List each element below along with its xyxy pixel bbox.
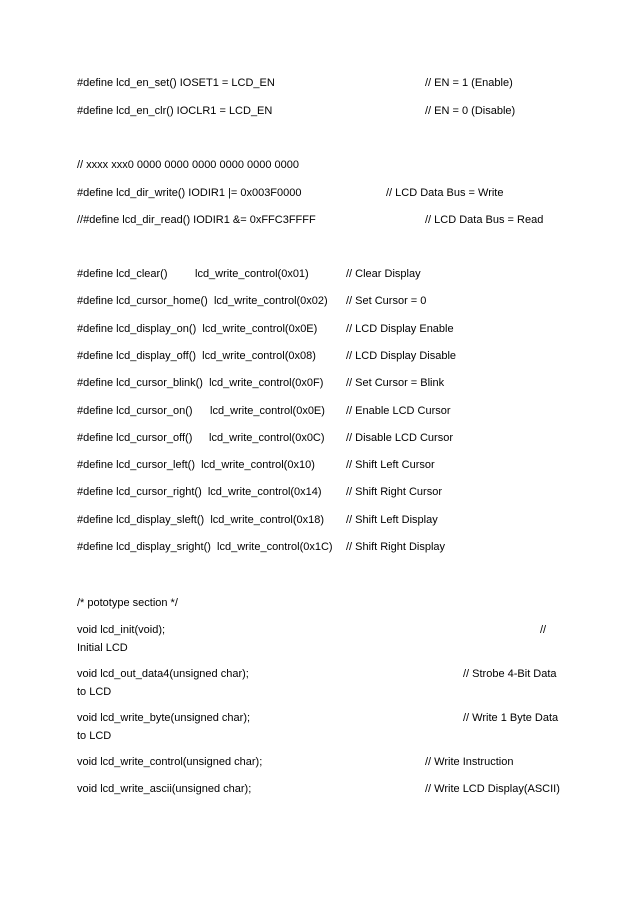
macro-call: lcd_write_control(0x18) <box>210 514 325 526</box>
macro-definition <box>77 458 315 472</box>
en-clr-comment: // EN = 0 (Disable) <box>425 105 516 117</box>
macro-definition <box>77 540 333 554</box>
proto-ascii-code: void lcd_write_ascii(unsigned char); <box>77 783 252 795</box>
macro-call: lcd_write_control(0x01) <box>195 268 309 280</box>
prototype-header: /* pototype section */ <box>77 597 178 609</box>
macro-comment: // Set Cursor = Blink <box>346 377 445 389</box>
proto-control-comment: // Write Instruction <box>425 756 514 768</box>
macro-comment: // LCD Display Enable <box>346 323 454 335</box>
proto-control-code: void lcd_write_control(unsigned char); <box>77 756 263 768</box>
dir-read-comment: // LCD Data Bus = Read <box>425 214 544 226</box>
macro-comment: // Shift Right Cursor <box>346 486 442 498</box>
macro-call: lcd_write_control(0x1C) <box>217 541 333 553</box>
macro-comment: // Clear Display <box>346 268 421 280</box>
en-set-comment: // EN = 1 (Enable) <box>425 77 513 89</box>
macro-call: lcd_write_control(0x0E) <box>202 323 318 335</box>
macro-definition <box>77 322 317 336</box>
macro-comment: // Shift Left Display <box>346 514 438 526</box>
macro-call: lcd_write_control(0x14) <box>207 486 322 498</box>
macro-definition <box>77 376 323 390</box>
macro-comment: // Disable LCD Cursor <box>346 432 453 444</box>
macro-name: #define lcd_cursor_home() <box>77 295 208 307</box>
macro-comment: // Shift Right Display <box>346 541 446 553</box>
macro-definition <box>77 513 324 527</box>
macro-call: lcd_write_control(0x10) <box>201 459 315 471</box>
macro-definition <box>77 294 328 308</box>
macro-call: lcd_write_control(0x08) <box>202 350 316 362</box>
macro-name: #define lcd_display_sright() <box>77 541 211 553</box>
macro-call: lcd_write_control(0x0F) <box>209 377 324 389</box>
macro-name: #define lcd_display_on() <box>77 323 197 335</box>
macro-call: lcd_write_control(0x02) <box>213 295 328 307</box>
macro-name: #define lcd_cursor_blink() <box>77 377 203 389</box>
macro-name: #define lcd_cursor_off() <box>77 432 193 444</box>
proto-out4-wrap: to LCD <box>77 686 112 698</box>
dir-write-code: #define lcd_dir_write() IODIR1 |= 0x003F0000 <box>77 187 302 199</box>
macro-definition <box>77 349 316 363</box>
macro-name: #define lcd_display_sleft() <box>77 514 205 526</box>
macro-name: #define lcd_clear() <box>77 268 168 280</box>
proto-ascii-comment: // Write LCD Display(ASCII) <box>425 783 560 795</box>
macro-comment: // Shift Left Cursor <box>346 459 435 471</box>
proto-byte-comment: // Write 1 Byte Data <box>463 712 559 724</box>
macro-comment: // LCD Display Disable <box>346 350 457 362</box>
proto-init-wrap: Initial LCD <box>77 642 128 654</box>
proto-init-comment: // <box>540 624 547 636</box>
dir-read-code: //#define lcd_dir_read() IODIR1 &= 0xFFC3FFFF <box>77 214 316 226</box>
proto-byte-code: void lcd_write_byte(unsigned char); <box>77 712 251 724</box>
macro-name: #define lcd_display_off() <box>77 350 197 362</box>
macro-name: #define lcd_cursor_left() <box>77 459 196 471</box>
macro-name: #define lcd_cursor_on() <box>77 405 193 417</box>
macro-name: #define lcd_cursor_right() <box>77 486 202 498</box>
bitmask-comment: // xxxx xxx0 0000 0000 0000 0000 0000 0000 <box>77 159 300 171</box>
proto-byte-wrap: to LCD <box>77 730 112 742</box>
macro-call: lcd_write_control(0x0E) <box>210 405 325 417</box>
macro-call: lcd_write_control(0x0C) <box>209 432 325 444</box>
proto-init-code: void lcd_init(void); <box>77 624 166 636</box>
en-clr-code: #define lcd_en_clr() IOCLR1 = LCD_EN <box>77 105 273 117</box>
proto-out4-code: void lcd_out_data4(unsigned char); <box>77 668 249 680</box>
proto-out4-comment: // Strobe 4-Bit Data <box>463 668 557 680</box>
dir-write-comment: // LCD Data Bus = Write <box>386 187 504 199</box>
macro-comment: // Enable LCD Cursor <box>346 405 451 417</box>
macro-comment: // Set Cursor = 0 <box>346 295 427 307</box>
macro-definition <box>77 485 322 499</box>
en-set-code: #define lcd_en_set() IOSET1 = LCD_EN <box>77 77 275 89</box>
